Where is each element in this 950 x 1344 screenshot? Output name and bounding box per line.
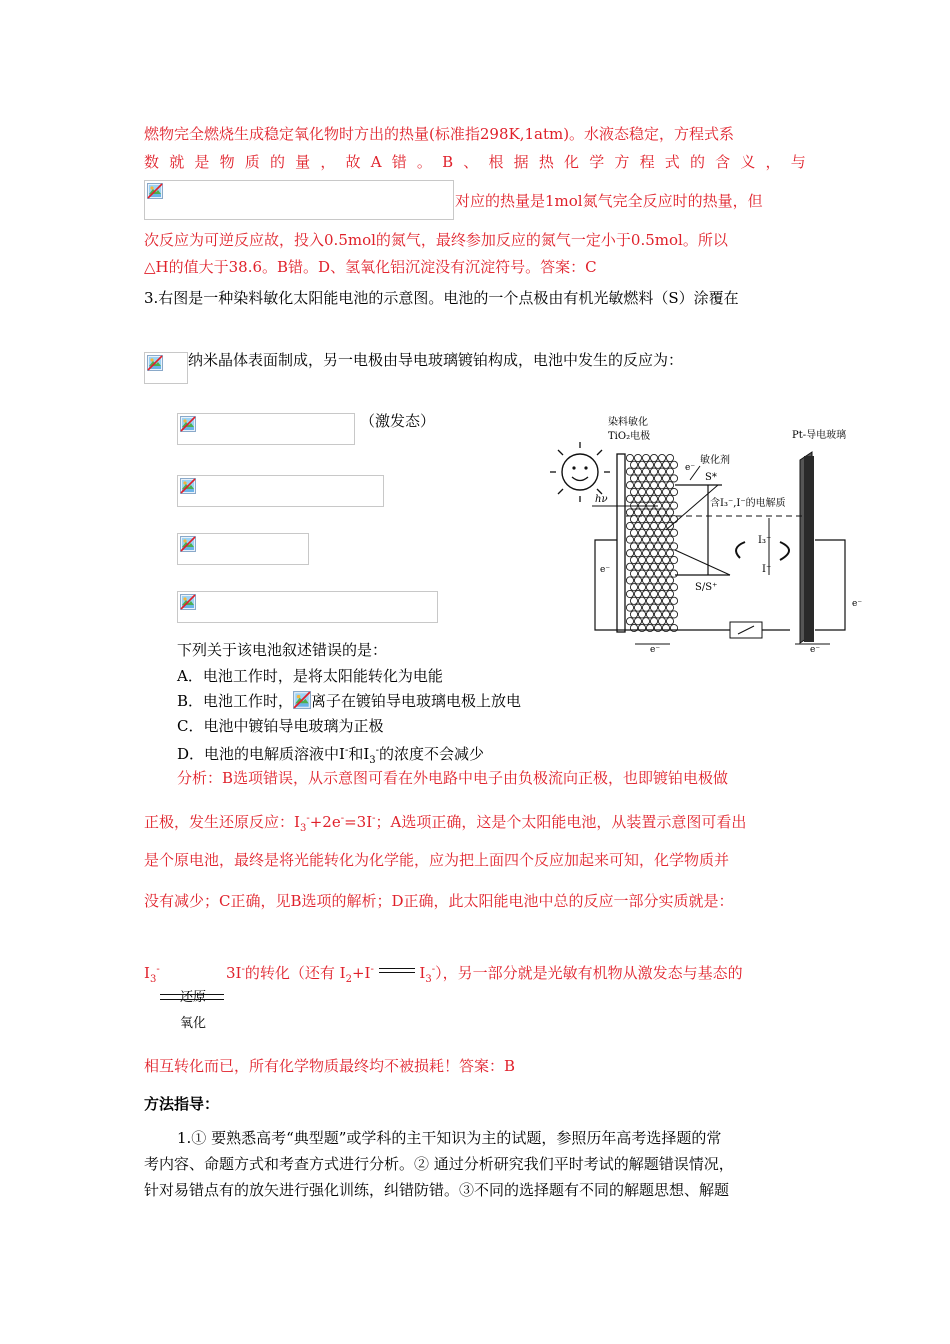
reduce-arrow-icon [160, 994, 224, 995]
nanoparticle [630, 475, 637, 482]
nanoparticle [658, 618, 665, 625]
nanoparticle [666, 495, 673, 502]
nanoparticle [662, 516, 669, 523]
nanoparticle [646, 461, 653, 468]
answer-line-2-char: 错 [391, 153, 407, 171]
oxidize-label: 氧化 [180, 1016, 207, 1031]
nanoparticle [666, 577, 673, 584]
nanoparticle [670, 597, 677, 604]
nanoparticle [666, 550, 673, 557]
broken-image-icon [147, 355, 163, 371]
analysis-line-5b: 3I-的转化（还有 $I_2+I^-$ $I_3^-$），另一部分就是光敏有机物从激发态与基态的 [226, 964, 743, 985]
nanoparticle [638, 475, 645, 482]
nanoparticle [630, 570, 637, 577]
nanoparticle [662, 570, 669, 577]
nanoparticle [646, 516, 653, 523]
nanoparticle [646, 529, 653, 536]
nanoparticle [634, 590, 641, 597]
nanoparticle [638, 488, 645, 495]
answer-line-2-char: 含 [715, 153, 731, 171]
nanoparticle [642, 522, 649, 529]
nanoparticle [630, 584, 637, 591]
question-prompt: 下列关于该电池叙述错误的是： [177, 641, 388, 659]
nanoparticle [650, 482, 657, 489]
analysis-line-1: 分析：B选项错误，从示意图可看在外电路中电子由负极流向正极，也即镀铂电极做 [177, 769, 729, 787]
answer-line-2-char: 质 [244, 153, 260, 171]
method-line-3: 针对易错点有的放矢进行强化训练，纠错防错。③不同的选择题有不同的解题思想、解题 [144, 1181, 730, 1199]
analysis-line-4: 没有减少；C正确，见B选项的解析；D正确，此太阳能电池中总的反应一部分实质就是： [144, 892, 734, 910]
electron-label-left: e⁻ [600, 565, 611, 575]
nanoparticle [630, 611, 637, 618]
nanoparticle [658, 590, 665, 597]
question-3-line-1: 3.右图是一种染料敏化太阳能电池的示意图。电池的一个点极由有机光敏燃料（S）涂覆在 [144, 289, 739, 307]
nanoparticle [638, 529, 645, 536]
nanoparticle [670, 584, 677, 591]
answer-line-2-char: 就 [169, 153, 185, 171]
nanoparticle [658, 468, 665, 475]
analysis-line-6: 相互转化而已，所有化学物质最终均不被损耗！答案：B [144, 1057, 516, 1075]
nanoparticle [666, 482, 673, 489]
nanoparticle [666, 468, 673, 475]
nanoparticle [662, 488, 669, 495]
nanoparticle [634, 454, 641, 461]
nanoparticle [658, 482, 665, 489]
s-star-label: S* [705, 472, 717, 483]
nanoparticle [662, 502, 669, 509]
nanoparticle [662, 543, 669, 550]
nanoparticle [634, 618, 641, 625]
answer-line-2-char: 的 [689, 153, 705, 171]
nanoparticle [666, 590, 673, 597]
nanoparticle [626, 482, 633, 489]
nanoparticle [646, 584, 653, 591]
answer-line-2-char: 式 [664, 153, 680, 171]
nanoparticle [650, 550, 657, 557]
nanoparticle [650, 495, 657, 502]
nanoparticle [654, 611, 661, 618]
nanoparticle [666, 536, 673, 543]
nanoparticle [630, 556, 637, 563]
answer-line-2-char: 、 [463, 153, 479, 171]
nanoparticle [650, 590, 657, 597]
nanoparticle [666, 454, 673, 461]
option-b: B．电池工作时， 离子在镀铂导电玻璃电极上放电 [177, 692, 522, 710]
answer-line-2-char: 化 [564, 153, 580, 171]
broken-image-icon [147, 183, 163, 199]
nanoparticle [662, 584, 669, 591]
nanoparticle [634, 550, 641, 557]
reaction-image-1 [177, 413, 355, 445]
answer-line-2-char: 与 [790, 153, 806, 171]
nanoparticle [638, 516, 645, 523]
nanoparticle [658, 536, 665, 543]
answer-line-2-char: 义 [740, 153, 756, 171]
nanoparticle [626, 577, 633, 584]
nanoparticle [642, 468, 649, 475]
nanoparticle [658, 563, 665, 570]
nanoparticle [638, 543, 645, 550]
method-line-1: 1.① 要熟悉高考“典型题”或学科的主干知识为主的试题，参照历年高考选择题的常 [177, 1129, 722, 1147]
nanoparticle [670, 516, 677, 523]
nanoparticle [626, 454, 633, 461]
nanoparticle [658, 509, 665, 516]
broken-image-icon [293, 691, 311, 709]
nanoparticle [662, 529, 669, 536]
diagram-label-left-1: 染料敏化 [608, 417, 648, 428]
nanoparticle [630, 461, 637, 468]
nanoparticle [670, 556, 677, 563]
nanoparticle [650, 522, 657, 529]
nanoparticle [638, 597, 645, 604]
nanoparticle [670, 611, 677, 618]
answer-line-3: 对应的热量是1mol氮气完全反应时的热量，但 [455, 192, 763, 210]
answer-line-2-char: B [442, 153, 454, 171]
nanoparticle [626, 604, 633, 611]
nanoparticle [650, 509, 657, 516]
nanoparticle [670, 529, 677, 536]
nanoparticle [670, 570, 677, 577]
nanoparticle [642, 550, 649, 557]
nanoparticle [662, 556, 669, 563]
nanoparticle [670, 488, 677, 495]
nanoparticle [638, 461, 645, 468]
answer-line-2-char: 量 [295, 153, 311, 171]
nanoparticle [658, 577, 665, 584]
nanoparticle [658, 495, 665, 502]
nanoparticle [642, 454, 649, 461]
nanoparticle [626, 536, 633, 543]
electrolyte-label: 含I₃⁻,I⁻的电解质 [710, 498, 786, 509]
nanoparticle [654, 461, 661, 468]
option-c: C．电池中镀铂导电玻璃为正极 [177, 717, 384, 735]
option-a: A．电池工作时，是将太阳能转化为电能 [177, 667, 443, 685]
answer-line-2-char: 是 [194, 153, 210, 171]
nanoparticle [634, 577, 641, 584]
nanoparticle [638, 584, 645, 591]
nanoparticle [634, 522, 641, 529]
nanoparticle [670, 543, 677, 550]
nanoparticle [650, 618, 657, 625]
answer-line-2-char: 物 [219, 153, 235, 171]
nanoparticle [642, 618, 649, 625]
nanoparticle [650, 536, 657, 543]
nanoparticle [654, 529, 661, 536]
nanoparticle [630, 597, 637, 604]
nanoparticle [642, 590, 649, 597]
nanoparticle [666, 604, 673, 611]
nanoparticle [642, 536, 649, 543]
nanoparticle [654, 556, 661, 563]
nanoparticle [630, 516, 637, 523]
broken-image-icon [180, 478, 196, 494]
formula-image-tio2 [144, 352, 188, 384]
nanoparticle [642, 604, 649, 611]
answer-line-1: 燃物完全燃烧生成稳定氧化物时方出的热量(标准指298K,1atm)。水液态稳定，方程式系 [144, 125, 735, 143]
nanoparticle [642, 495, 649, 502]
option-d: D．电池的电解质溶液中I-和$I_3^-$的浓度不会减少 [177, 745, 485, 766]
tio2-electrode [617, 454, 625, 632]
nanoparticle [626, 590, 633, 597]
answer-line-2-char: 故 [345, 153, 361, 171]
nanoparticle [654, 570, 661, 577]
nanoparticle [642, 509, 649, 516]
nanoparticle [634, 482, 641, 489]
sun-icon [550, 442, 610, 502]
electron-label-top: e⁻ [685, 463, 696, 473]
nanoparticle [626, 563, 633, 570]
nanoparticle [670, 502, 677, 509]
i3-label: I₃⁻ [758, 535, 772, 546]
nanoparticle [662, 461, 669, 468]
nanoparticle [654, 543, 661, 550]
pt-electrode [804, 456, 814, 642]
nanoparticle [646, 597, 653, 604]
nanoparticle [658, 604, 665, 611]
nanoparticle [630, 543, 637, 550]
analysis-line-5a: $I_3^-$ [144, 964, 160, 985]
broken-image-icon [180, 536, 196, 552]
nanoparticle [666, 618, 673, 625]
nanoparticle [658, 454, 665, 461]
answer-line-2-char: ， [320, 153, 336, 171]
nanoparticle [634, 468, 641, 475]
electron-label-bottom-2: e⁻ [810, 645, 821, 655]
nanoparticle [646, 570, 653, 577]
nanoparticle [650, 604, 657, 611]
nanoparticle [634, 509, 641, 516]
nanoparticle [626, 495, 633, 502]
nanoparticle [666, 509, 673, 516]
answer-line-2-char: 的 [269, 153, 285, 171]
answer-line-4: 次反应为可逆反应故，投入0.5mol的氮气，最终参加反应的氮气一定小于0.5mol。所以 [144, 231, 728, 249]
nanoparticle [638, 570, 645, 577]
nanoparticle [634, 563, 641, 570]
electron-label-right: e⁻ [852, 599, 863, 609]
nanoparticle [626, 522, 633, 529]
method-heading: 方法指导： [144, 1095, 220, 1113]
nanoparticle [654, 475, 661, 482]
nanoparticle [654, 597, 661, 604]
reaction-image-3 [177, 533, 309, 565]
nanoparticle [630, 529, 637, 536]
nanoparticle [646, 488, 653, 495]
electron-label-bottom-1: e⁻ [650, 645, 661, 655]
nanoparticle [634, 536, 641, 543]
i-label: I⁻ [762, 564, 772, 575]
equilibrium-arrow-icon [379, 966, 415, 976]
broken-image-icon [180, 594, 196, 610]
s-pair-label: S/S⁺ [695, 582, 718, 593]
answer-line-2-char: 根 [488, 153, 504, 171]
analysis-line-2: 正极，发生还原反应：$I_3^-+2e^-=3I^-$；A选项正确，这是个太阳能电池，从装置示意图可看出 [144, 813, 747, 834]
formula-image-1 [144, 180, 454, 220]
nanoparticle [646, 556, 653, 563]
nanoparticle [626, 509, 633, 516]
nanoparticle [638, 556, 645, 563]
broken-image-icon [180, 416, 196, 432]
nanoparticle [650, 454, 657, 461]
diagram-label-left-2: TiO₂电极 [608, 431, 651, 442]
answer-line-5: △H的值大于38.6。B错。D、氢氧化铝沉淀没有沉淀符号。答案：C [144, 258, 597, 276]
nanoparticle [650, 468, 657, 475]
hv-label: hν [595, 494, 608, 505]
nanoparticle [662, 597, 669, 604]
nanoparticle [634, 495, 641, 502]
nanoparticle [646, 475, 653, 482]
nanoparticle [670, 461, 677, 468]
reaction-image-2 [177, 475, 384, 507]
nanoparticle [634, 604, 641, 611]
diagram-label-right: Pt-导电玻璃 [792, 430, 847, 441]
answer-line-2-char: 据 [513, 153, 529, 171]
answer-line-2-char: 学 [589, 153, 605, 171]
sensitizer-label: 敏化剂 [700, 455, 730, 466]
nanoparticle [642, 577, 649, 584]
analysis-line-3: 是个原电池，最终是将光能转化为化学能，应为把上面四个反应加起来可知，化学物质并 [144, 851, 730, 869]
excited-state-label: （激发态） [360, 412, 436, 430]
nanoparticle [662, 611, 669, 618]
reaction-image-4 [177, 591, 438, 623]
nanoparticle [650, 563, 657, 570]
nanoparticle [646, 611, 653, 618]
solar-cell-diagram [540, 410, 885, 660]
nanoparticle [654, 584, 661, 591]
question-3-line-2: 纳米晶体表面制成，另一电极由导电玻璃镀铂构成，电池中发生的反应为： [188, 351, 684, 369]
answer-line-2-char: 程 [639, 153, 655, 171]
nanoparticle [654, 516, 661, 523]
answer-line-2-char: 热 [538, 153, 554, 171]
nanoparticle [646, 543, 653, 550]
answer-line-2-char: ， [765, 153, 781, 171]
nanoparticle [658, 550, 665, 557]
nanoparticle [658, 522, 665, 529]
nanoparticle [630, 488, 637, 495]
nanoparticle [642, 563, 649, 570]
nanoparticle [626, 550, 633, 557]
nanoparticle [654, 488, 661, 495]
nanoparticle [662, 475, 669, 482]
nanoparticle [666, 563, 673, 570]
nanoparticle [626, 468, 633, 475]
method-line-2: 考内容、命题方式和考查方式进行分析。② 通过分析研究我们平时考试的解题错误情况， [144, 1155, 734, 1173]
nanoparticle [626, 618, 633, 625]
oxidize-arrow-icon [160, 999, 224, 1000]
nanoparticle-layer [626, 454, 677, 631]
nanoparticle [670, 475, 677, 482]
nanoparticle [642, 482, 649, 489]
answer-line-2-char: 数 [144, 153, 160, 171]
nanoparticle [650, 577, 657, 584]
reduce-label: 还原 [180, 990, 207, 1005]
answer-line-2-char: A [370, 153, 382, 171]
answer-line-2-char: 方 [614, 153, 630, 171]
answer-line-2 [144, 152, 806, 172]
nanoparticle [638, 611, 645, 618]
answer-line-2-char: 。 [416, 153, 432, 171]
